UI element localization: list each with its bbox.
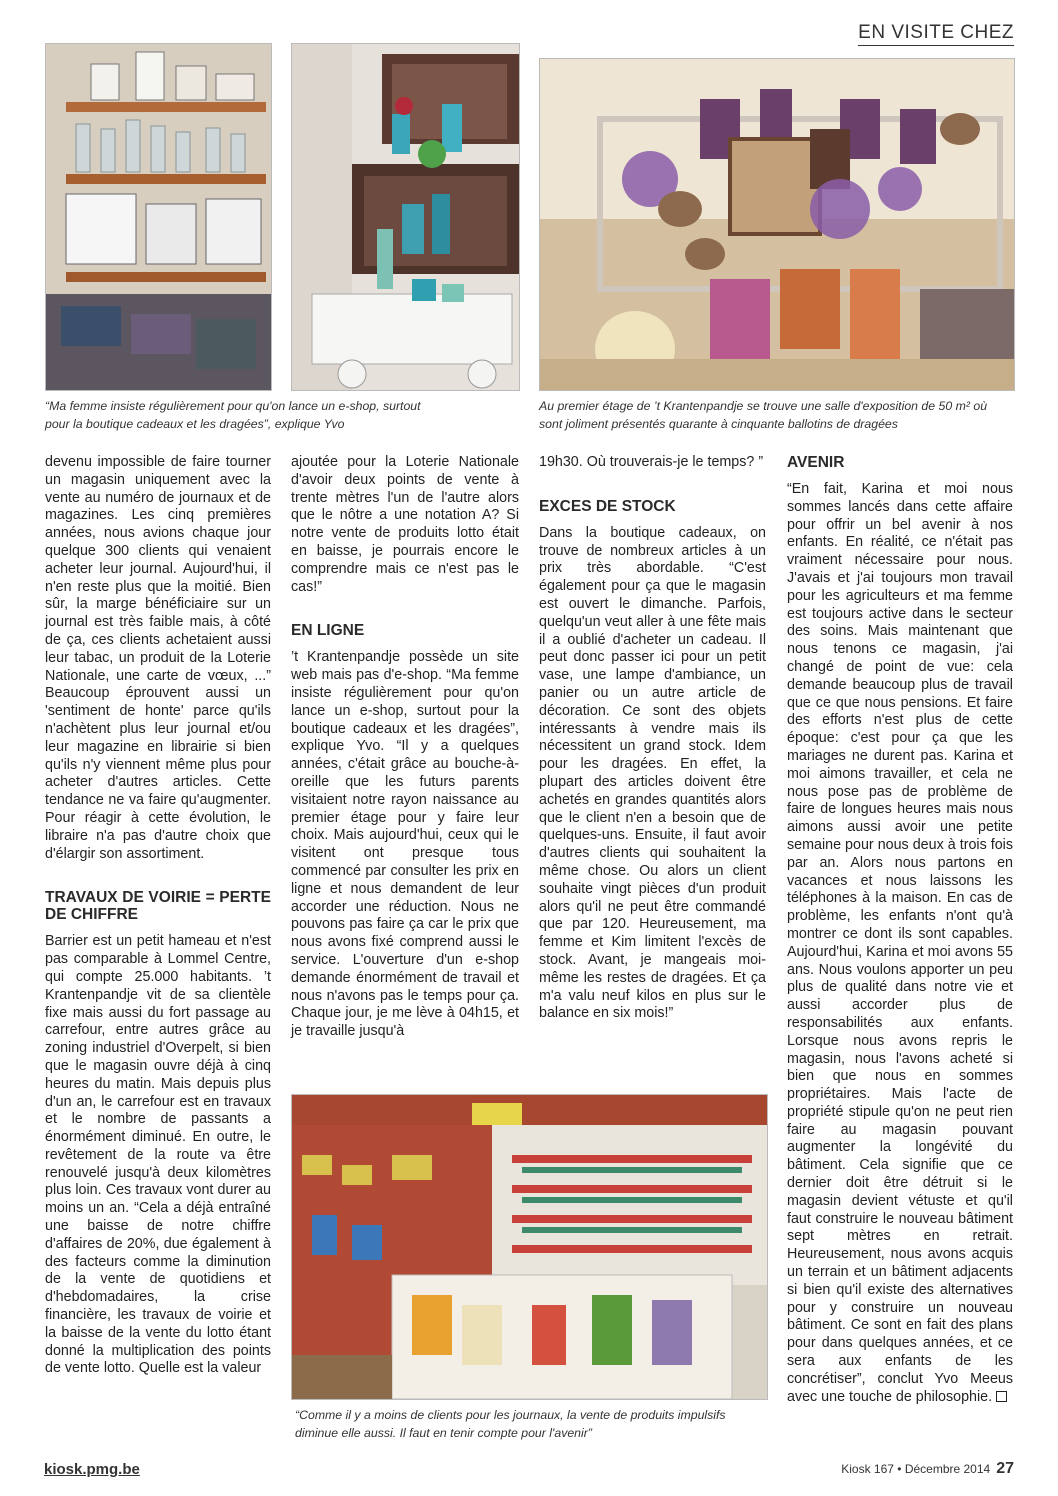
display-illustration [292,44,519,390]
store-illustration [292,1095,767,1399]
footer-issue [841,1460,1014,1478]
column-4 [787,454,1013,1406]
page-number: 27 [996,1460,1014,1477]
col2-paragraph-1: ajoutée pour la Loterie Nationale d'avoir deux points de vente à trente mètres l'un de l'autre alors que le nôtre a une notation A? Si notre vente de produits lotto était en baisse, je pourrais encore le comprendre mais ce n'est pas le cas!” [291,454,519,595]
col3-paragraph-2: Dans la boutique cadeaux, on trouve de nombreux articles à un prix très abordable. “C'est également pour ça que le magasin est ouvert le dimanche. Parfois, quelqu'un veut aller à une fête mais il a oublié d'acheter un cadeau. Il peut donc passer ici pour un petit vase, une lampe d'ambiance, un panier ou un autre article de décoration. Ce sont des objets intéressants à vendre mais ils nécessitent un grand stock. Idem pour les dragées. En effet, la plupart des articles doivent être achetés en grandes quantités alors que le client n'en a besoin que de quelques-uns. Ensuite, il faut avoir d'autres clients qui souhaitent la même chose. Ou alors un client souhaite vingt pièces d'un produit alors qu'il ne peut être commandé que par 120. Heureusement, ma femme et Kim limitent l'excès de stock. Avant, je mangeais moi-même les restes de dragées. Et ça m'a valu neuf kilos en plus sur le balance en six mois!” [539,524,766,1022]
photo-shelves [45,43,272,391]
heading-avenir: AVENIR [787,454,845,471]
photo-store [291,1094,768,1400]
caption-bottom: “Comme il y a moins de clients pour les journaux, la vente de produits impulsifs diminue elle aussi. Il faut en tenir compte pour l'avenir” [295,1408,726,1440]
photo-dragees-room [539,58,1015,391]
heading-en-ligne: EN LIGNE [291,622,365,640]
section-label: EN VISITE CHEZ [858,22,1014,46]
col2-paragraph-2: ’t Krantenpandje possède un site web mais pas d'e-shop. “Ma femme insiste régulièrement pour qu'on lance un e-shop, surtout pour la boutique cadeaux et les dragées”, explique Yvo. “Il y a quelques années, c'était grâce au bouche-à-oreille que les futurs parents visitaient notre rayon naissance au premier étage pour y faire leur choix. Mais aujourd'hui, ceux qui le visitent ont presque tous commencé par consulter les prix en ligne et nous demandent de leur accorder une réduction. Nous ne pouvons pas faire ça car le prix que nous avons fixé comprend aussi le service. L'ouverture d'un e-shop demande énormément de travail et nous n'avons pas le temps pour ça. Chaque jour, je me lève à 04h15, et je travaille jusqu'à [291,649,519,1040]
column-2 [291,454,519,1041]
col4-text: “En fait, Karina et moi nous sommes lancés dans cette affaire pour offrir un bel avenir à nos enfants. En réalité, ce n'était pas vraiment nécessaire pour nous. J'avais et j'ai toujours mon travail pour les agriculteurs et ma femme est toujours active dans le secteur des soins. Mais maintenant que nous tenons ce magasin, j'ai changé de point de vue: cela demande beaucoup plus de travail que ce que nous pensions. Et faire des efforts n'est plus de cette époque: c'est pour ça que les mariages ne durent pas. Karina et moi aimons travailler, et cela ne nous pose pas de problème de faire de longues heures mais nous aimons aussi avoir une petite semaine pour nous deux à trois fois par an. Alors nous partons en vacances et nous laissons les téléphones à la maison. En cas de problème, les enfants n'ont qu'à montrer ce dont ils sont capables. Aujourd'hui, Karina et moi avons 55 ans. Nous voulons apporter un peu plus de qualité dans notre vie et aussi accorder plus de responsabilités aux enfants. Lorsque nous avons repris le magasin, nous l'avons acheté si bien que nous en sommes propriétaires. Mais l'acte de propriété stipule qu'on ne peut rien faire au magasin pouvant augmenter la longévité du bâtiment. Cela signifie que ce dernier doit être détruit si le magasin devient vétuste et qu'il faut construire le nouveau bâtiment sept mètres en retrait. Heureusement, nous avons acquis un terrain et un bâtiment adjacents si bien qu'il existe des alternatives pour y construire un nouveau bâtiment. Ce sont en fait des plans pour dans quelques années, et ce sera aux enfants de les concrétiser”, conclut Yvo Meeus avec une touche de philosophie. [787,481,1013,1405]
footer-issue-label: Kiosk 167 • Décembre 2014 [841,1462,991,1476]
heading-travaux: TRAVAUX DE VOIRIE = PERTE DE CHIFFRE [45,889,271,924]
caption-top-right: Au premier étage de ’t Krantenpandje se trouve une salle d'exposition de 50 m² où sont joliment présentés quarante à cinquante ballotins de dragées [539,399,988,431]
footer-site-link[interactable]: kiosk.pmg.be [44,1461,140,1478]
col1-paragraph-2: Barrier est un petit hameau et n'est pas comparable à Lommel Centre, qui compte 25.000 habitants. ’t Krantenpandje vit de sa clientèle fixe mais aussi du fort passage au carrefour, entre autres grâce au zoning industriel d'Overpelt, si bien que le magasin ouvre déjà à cinq heures du matin. Mais depuis plus d'un an, le carrefour est en travaux et le nombre de passants a énormément diminué. En outre, le revêtement de la route va être renouvelé jusqu'à deux kilomètres plus loin. Ces travaux vont durer au moins un an. “Cela a déjà entraîné une baisse de notre chiffre d'affaires de 20%, due également à des facteurs comme la diminution de la vente de quotidiens et d'hebdomadaires, la crise financière, les travaux de voirie et la baisse de la vente du lotto étant donné la multiplication des points de vente lotto. Quelle est la valeur [45,933,271,1377]
col4-paragraph-1 [787,481,1013,1406]
end-of-article-icon [996,1391,1007,1402]
shelves-illustration [46,44,271,390]
col3-paragraph-1: 19h30. Où trouverais-je le temps? ” [539,454,764,470]
photo-display [291,43,520,391]
column-3 [539,454,766,1023]
column-1 [45,454,271,1378]
heading-exces-stock: EXCES DE STOCK [539,497,676,515]
col1-paragraph-1: devenu impossible de faire tourner un magasin uniquement avec la vente au numéro de journaux et de magazines. Les cinq premières années, nous avions chaque jour quelque 300 clients qui venaient acheter leur journal. Aujourd'hui, il n'en reste plus que la moitié. Bien sûr, la marge bénéficiaire sur un journal est très faible mais, à côté de ça, ces clients achetaient aussi leur tabac, un produit de la Loterie Nationale, une carte de vœux, ...” Beaucoup éprouvent aussi un 'sentiment de honte' parce qu'ils n'achètent plus leur journal et/ou leur magazine en librairie si bien qu'ils n'y viennent même plus pour acheter d'autres articles. Cette tendance ne va faire qu'augmenter. Pour réagir à cette évolution, le libraire n'a pas d'autre choix que d'élargir son assortiment. [45,454,271,862]
dragees-illustration [540,59,1014,390]
caption-top-left: “Ma femme insiste régulièrement pour qu'on lance un e-shop, surtout pour la boutique cadeaux et les dragées”, explique Yvo [45,399,421,431]
